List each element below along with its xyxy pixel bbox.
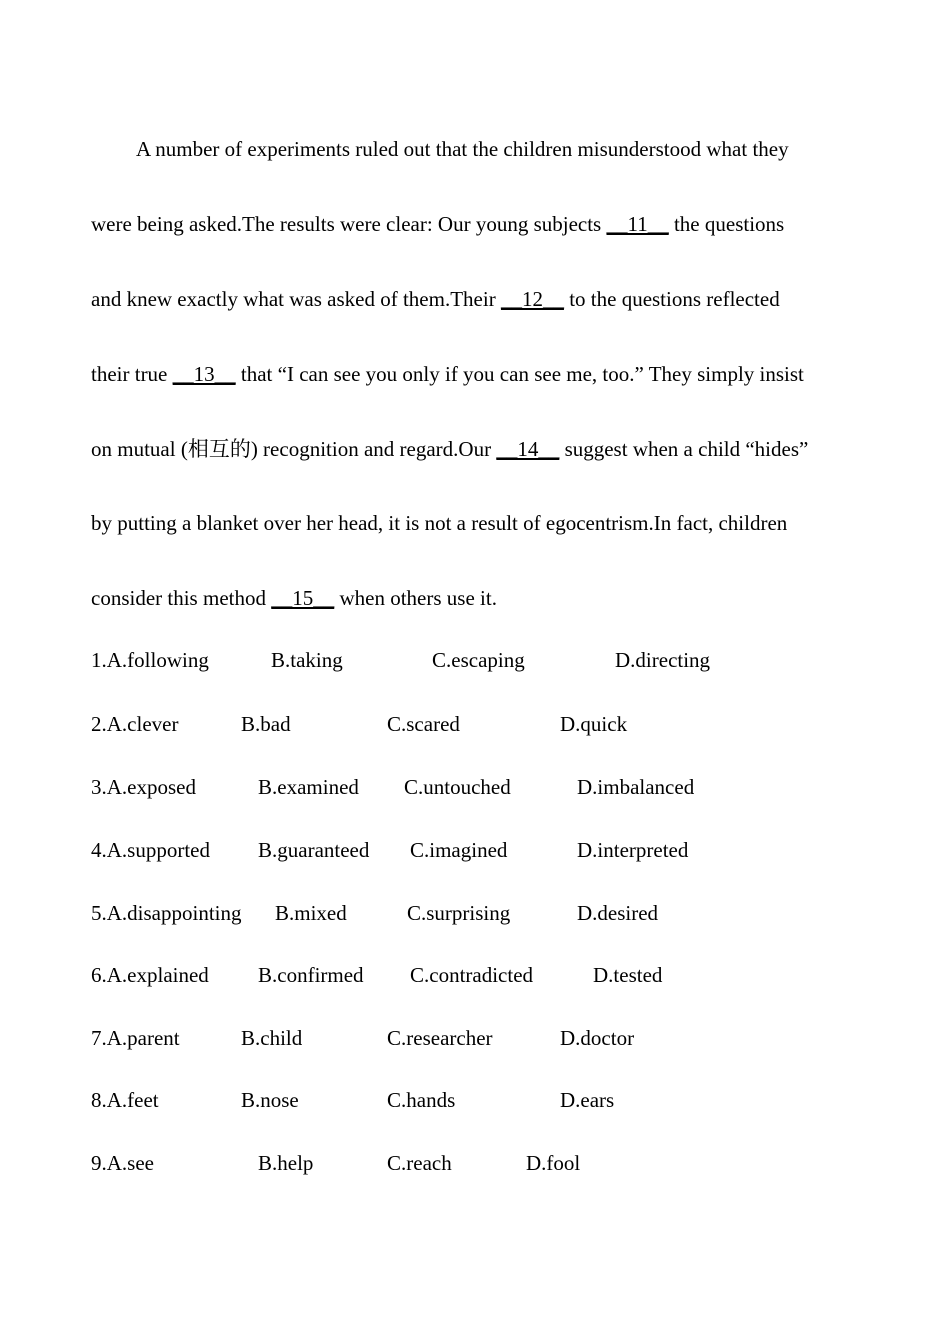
option-d: D.interpreted: [577, 838, 689, 862]
option-c: C.hands: [387, 1088, 456, 1112]
option-text: A.disappointing: [106, 901, 242, 925]
passage-line: [91, 437, 808, 461]
passage-line: [91, 362, 804, 386]
passage-text: to the questions reflected: [563, 287, 780, 311]
passage-line: [91, 212, 784, 236]
option-d: D.desired: [577, 901, 659, 925]
question-number: 6.: [91, 963, 107, 987]
option-text: A.see: [106, 1151, 154, 1175]
passage-line: [91, 511, 787, 535]
option-b: B.child: [241, 1026, 303, 1050]
passage-text: and knew exactly what was asked of them.Their: [91, 287, 501, 311]
option-c: C.scared: [387, 712, 460, 736]
passage-text: suggest when a child “hides”: [559, 437, 809, 461]
option-text: A.supported: [106, 838, 210, 862]
question-number: 7.: [91, 1026, 107, 1050]
option-a: [91, 1026, 180, 1050]
question-row: [91, 1151, 871, 1177]
option-a: [91, 838, 210, 862]
option-c: C.escaping: [432, 648, 525, 672]
passage-text: on mutual (相互的) recognition and regard.Our: [91, 437, 497, 461]
passage-line: [91, 287, 780, 311]
blank-number: __13__: [172, 362, 236, 386]
passage-text: were being asked.The results were clear: Our young subjects: [91, 212, 607, 236]
blank-number: __11__: [606, 212, 669, 236]
option-d: D.ears: [560, 1088, 615, 1112]
option-c: C.contradicted: [410, 963, 534, 987]
option-c: C.researcher: [387, 1026, 493, 1050]
option-text: A.exposed: [106, 775, 196, 799]
passage-text: their true: [91, 362, 173, 386]
option-text: A.feet: [106, 1088, 159, 1112]
question-row: [91, 775, 871, 801]
option-b: B.mixed: [275, 901, 347, 925]
question-number: 4.: [91, 838, 107, 862]
option-text: A.clever: [106, 712, 179, 736]
blank-number: __12__: [500, 287, 564, 311]
question-row: [91, 901, 871, 927]
option-d: D.doctor: [560, 1026, 635, 1050]
option-a: [91, 1151, 154, 1175]
passage-text: the questions: [668, 212, 785, 236]
option-a: [91, 648, 209, 672]
blank-number: __14__: [496, 437, 560, 461]
option-a: [91, 901, 242, 925]
option-b: B.nose: [241, 1088, 299, 1112]
option-d: D.tested: [593, 963, 663, 987]
question-number: 2.: [91, 712, 107, 736]
option-c: C.surprising: [407, 901, 511, 925]
passage-text: by putting a blanket over her head, it is not a result of egocentrism.In fact, children: [91, 511, 788, 535]
passage-text: consider this method: [91, 586, 272, 610]
option-a: [91, 775, 196, 799]
question-row: [91, 838, 871, 864]
question-row: [91, 963, 871, 989]
option-d: D.fool: [526, 1151, 581, 1175]
question-number: 3.: [91, 775, 107, 799]
option-text: A.explained: [106, 963, 209, 987]
option-c: C.imagined: [410, 838, 508, 862]
option-c: C.untouched: [404, 775, 511, 799]
option-b: B.help: [258, 1151, 314, 1175]
question-number: 1.: [91, 648, 107, 672]
blank-number: __15__: [271, 586, 335, 610]
question-row: [91, 648, 871, 674]
option-b: B.examined: [258, 775, 359, 799]
option-b: B.bad: [241, 712, 291, 736]
question-row: [91, 712, 871, 738]
option-c: C.reach: [387, 1151, 452, 1175]
option-b: B.guaranteed: [258, 838, 370, 862]
passage-text: A number of experiments ruled out that the children misunderstood what they: [136, 137, 789, 161]
question-row: [91, 1026, 871, 1052]
option-d: D.imbalanced: [577, 775, 695, 799]
option-text: A.parent: [106, 1026, 180, 1050]
option-d: D.directing: [615, 648, 711, 672]
option-b: B.taking: [271, 648, 343, 672]
option-a: [91, 712, 178, 736]
passage-line: [136, 137, 789, 161]
option-a: [91, 963, 209, 987]
passage-line: [91, 586, 497, 610]
passage-text: that “I can see you only if you can see me, too.” They simply insist: [235, 362, 804, 386]
option-b: B.confirmed: [258, 963, 364, 987]
question-number: 8.: [91, 1088, 107, 1112]
option-text: A.following: [106, 648, 209, 672]
option-d: D.quick: [560, 712, 628, 736]
passage-text: when others use it.: [334, 586, 497, 610]
question-row: [91, 1088, 871, 1114]
option-a: [91, 1088, 159, 1112]
question-number: 9.: [91, 1151, 107, 1175]
question-number: 5.: [91, 901, 107, 925]
